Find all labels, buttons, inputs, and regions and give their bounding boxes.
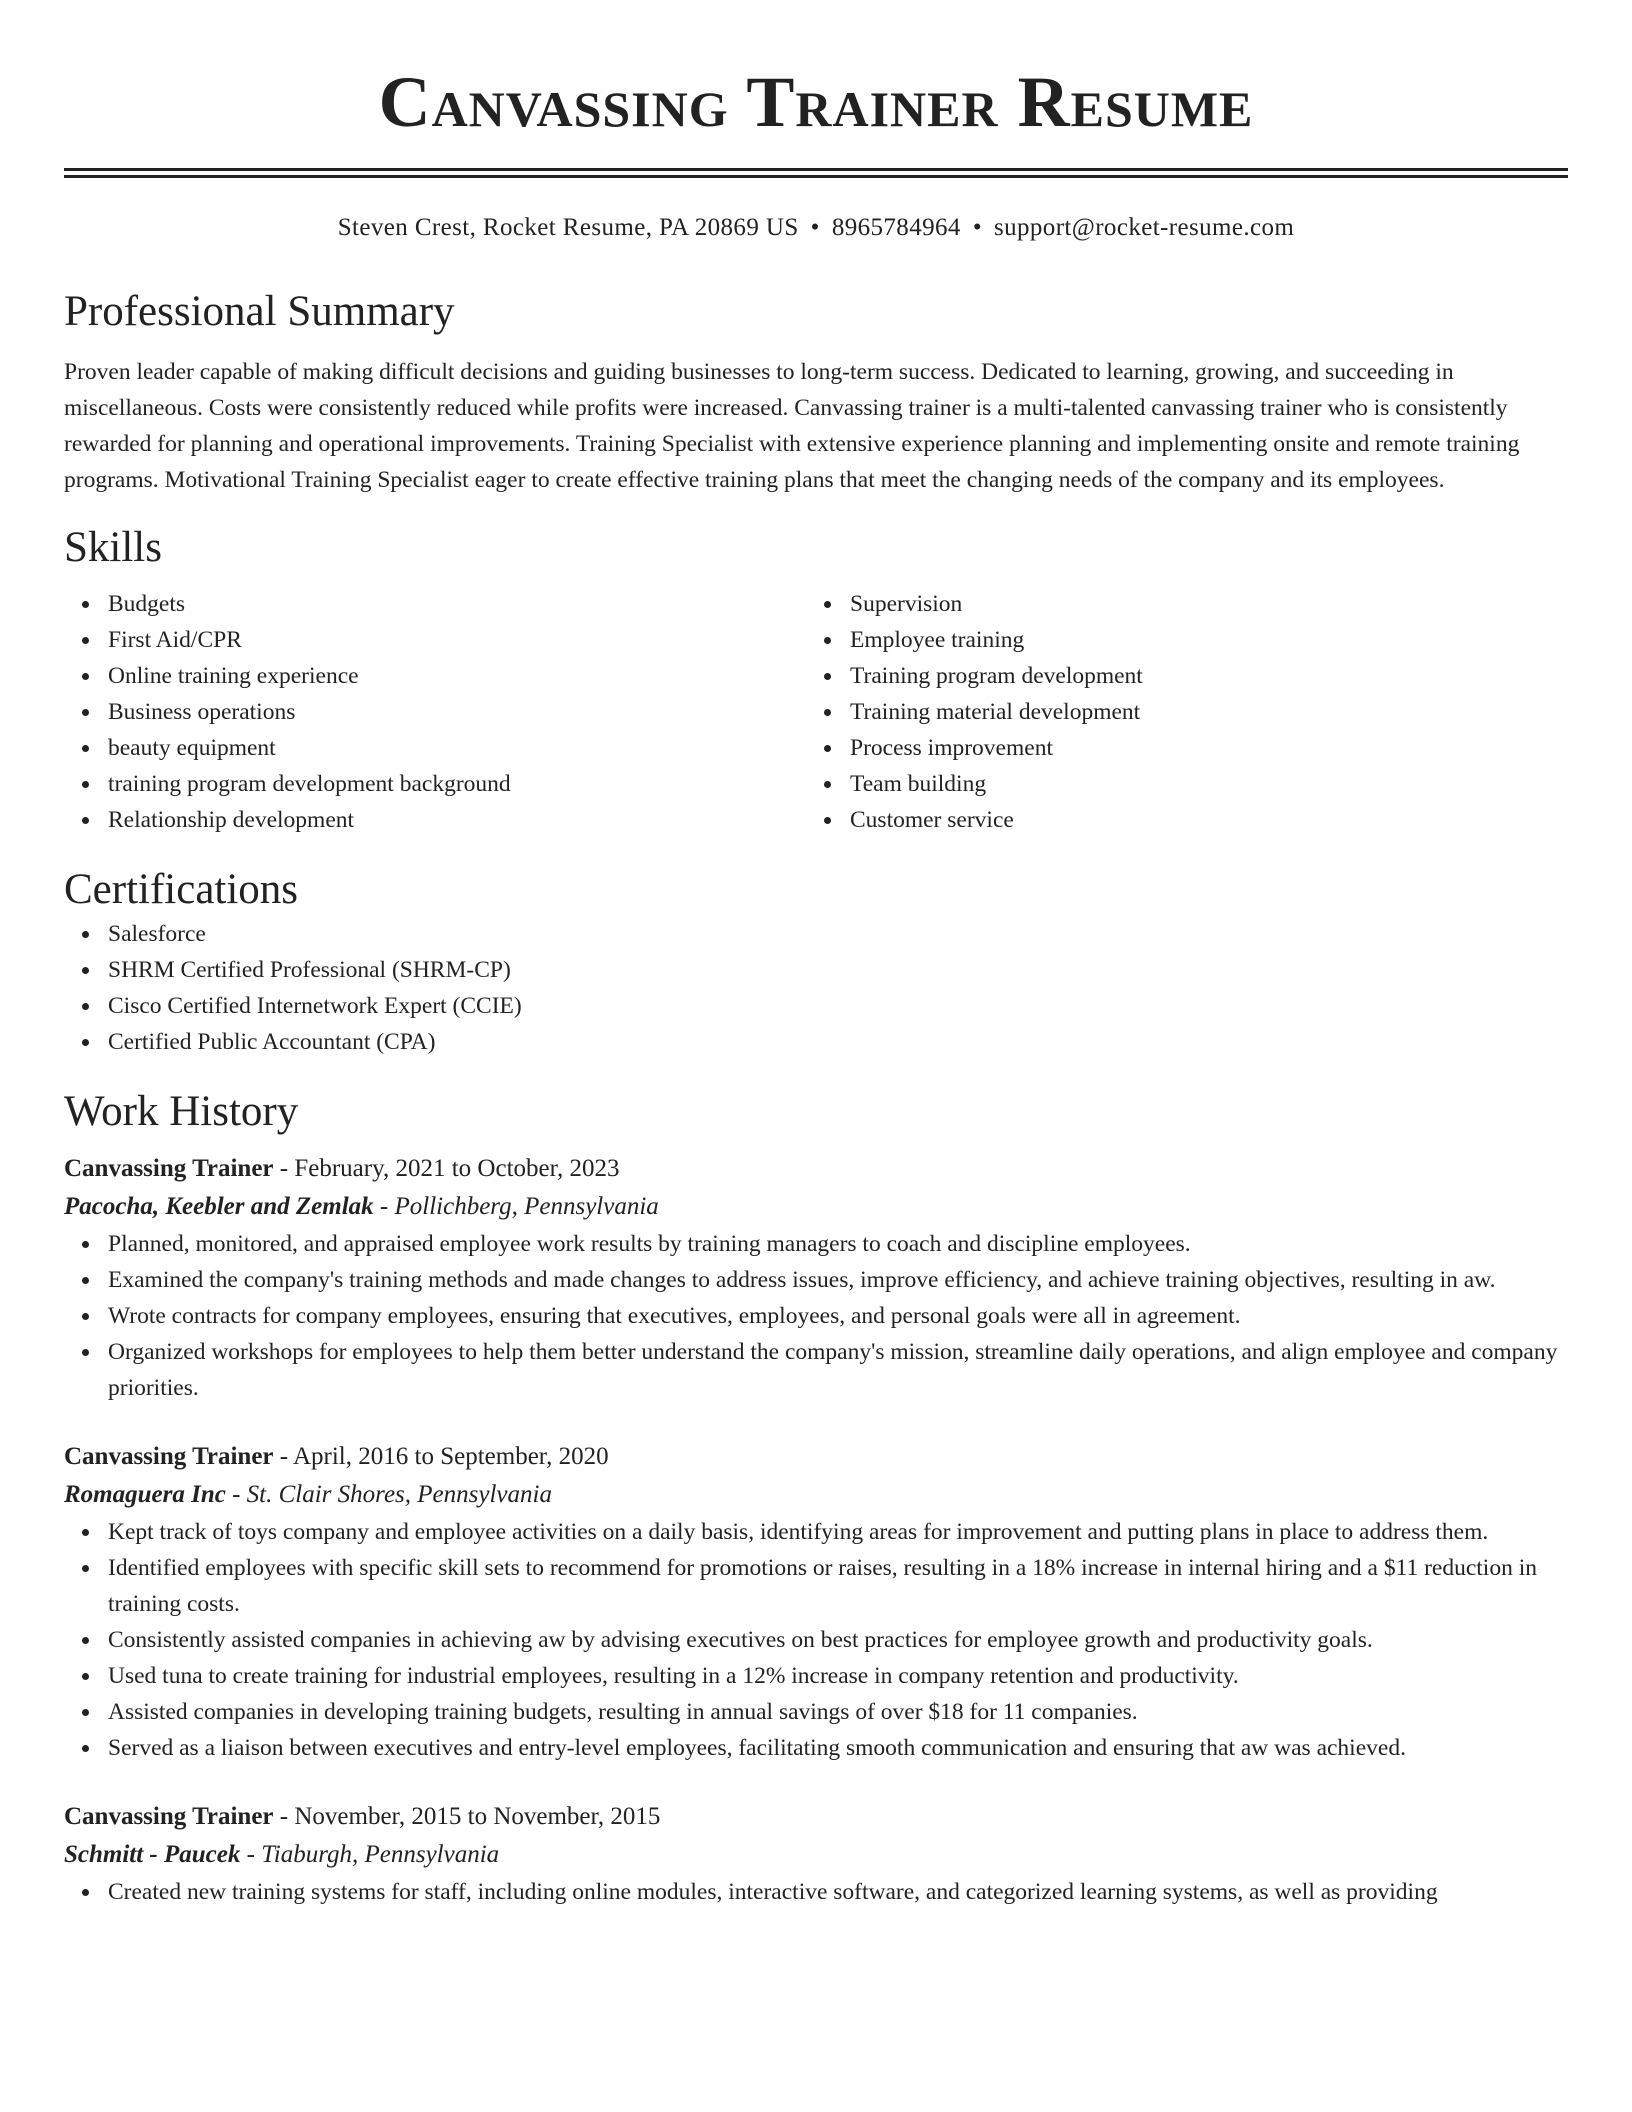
skills-list-left — [64, 586, 806, 838]
job-location: St. Clair Shores, Pennsylvania — [246, 1481, 552, 1508]
list-item: Used tuna to create training for industrial employees, resulting in a 12% increase in company retention and productivity. — [64, 1658, 1568, 1694]
job-title: Canvassing Trainer — [64, 1803, 274, 1830]
skills-list-right — [806, 586, 1548, 838]
job-title: Canvassing Trainer — [64, 1155, 274, 1182]
job-title-line — [64, 1438, 1568, 1476]
resume-title: Canvassing Trainer Resume — [378, 62, 1254, 142]
job-company-line — [64, 1476, 1568, 1514]
skills-column-right — [806, 586, 1548, 838]
list-item: Organized workshops for employees to help them better understand the company's mission, streamline daily operations, and align employee and company priorities. — [64, 1334, 1568, 1406]
summary-heading: Professional Summary — [64, 288, 455, 335]
job-entry — [64, 1150, 1568, 1406]
skills-grid — [64, 586, 1568, 838]
job-duties-list — [64, 1226, 1568, 1406]
list-item: Kept track of toys company and employee activities on a daily basis, identifying areas for improvement and putting plans in place to address them. — [64, 1514, 1568, 1550]
list-item: Examined the company's training methods and made changes to address issues, improve efficiency, and achieve training objectives, resulting in aw. — [64, 1262, 1568, 1298]
contact-line — [64, 212, 1568, 244]
resume-page — [64, 0, 1568, 1910]
work-history-heading: Work History — [64, 1088, 299, 1135]
job-dash: - — [373, 1193, 395, 1220]
job-dates: February, 2021 to October, 2023 — [294, 1155, 620, 1182]
job-dates: April, 2016 to September, 2020 — [292, 1443, 609, 1470]
list-item: Employee training — [806, 622, 1548, 658]
job-title: Canvassing Trainer — [64, 1443, 274, 1470]
contact-email: support@rocket-resume.com — [993, 214, 1295, 241]
list-item: Certified Public Accountant (CPA) — [64, 1024, 1568, 1060]
list-item: Served as a liaison between executives and entry-level employees, facilitating smooth communication and ensuring that aw was achieved. — [64, 1730, 1568, 1766]
job-dash: - — [273, 1155, 295, 1182]
list-item: Wrote contracts for company employees, ensuring that executives, employees, and personal goals were all in agreement. — [64, 1298, 1568, 1334]
work-history-list — [64, 1150, 1568, 1910]
list-item: Training program development — [806, 658, 1548, 694]
list-item: Online training experience — [64, 658, 806, 694]
job-company: Romaguera Inc — [64, 1481, 226, 1508]
list-item: Supervision — [806, 586, 1548, 622]
skills-heading: Skills — [64, 524, 162, 571]
list-item: Cisco Certified Internetwork Expert (CCIE) — [64, 988, 1568, 1024]
list-item: Salesforce — [64, 916, 1568, 952]
job-entry — [64, 1798, 1568, 1910]
job-dash: - — [240, 1841, 262, 1868]
list-item: Assisted companies in developing training budgets, resulting in annual savings of over $18 for 11 companies. — [64, 1694, 1568, 1730]
certifications-heading: Certifications — [64, 866, 299, 913]
certifications-list — [64, 916, 1568, 1060]
job-company: Pacocha, Keebler and Zemlak — [64, 1193, 374, 1220]
skills-column-left — [64, 586, 806, 838]
list-item: Budgets — [64, 586, 806, 622]
contact-separator: • — [810, 214, 820, 241]
job-duties-list — [64, 1874, 1568, 1910]
job-company-line — [64, 1188, 1568, 1226]
job-title-line — [64, 1150, 1568, 1188]
list-item: Planned, monitored, and appraised employee work results by training managers to coach and discipline employees. — [64, 1226, 1568, 1262]
list-item: Team building — [806, 766, 1548, 802]
title-double-rule — [64, 168, 1568, 178]
summary-text: Proven leader capable of making difficult decisions and guiding businesses to long-term success. Dedicated to learning, growing, and succeeding in miscellaneous. Costs were consistently reduced while profits were increased. Canvassing trainer is a multi-talented canvassing trainer who is consistently rewarded for planning and operational improvements. Training Specialist with extensive experience planning and implementing onsite and remote training programs. Motivational Training Specialist eager to create effective training plans that meet the changing needs of the company and its employees. — [64, 359, 1520, 493]
job-dates: November, 2015 to November, 2015 — [294, 1803, 661, 1830]
list-item: Relationship development — [64, 802, 806, 838]
job-dash: - — [225, 1481, 247, 1508]
job-location: Pollichberg, Pennsylvania — [394, 1193, 659, 1220]
contact-address: Steven Crest, Rocket Resume, PA 20869 US — [337, 214, 799, 241]
list-item: Business operations — [64, 694, 806, 730]
list-item: SHRM Certified Professional (SHRM-CP) — [64, 952, 1568, 988]
list-item: Training material development — [806, 694, 1548, 730]
contact-phone: 8965784964 — [831, 214, 961, 241]
list-item: Consistently assisted companies in achieving aw by advising executives on best practices for employee growth and productivity goals. — [64, 1622, 1568, 1658]
list-item: Customer service — [806, 802, 1548, 838]
job-dash: - — [273, 1443, 293, 1470]
list-item: First Aid/CPR — [64, 622, 806, 658]
job-location: Tiaburgh, Pennsylvania — [261, 1841, 500, 1868]
list-item: Identified employees with specific skill sets to recommend for promotions or raises, resulting in a 18% increase in internal hiring and a $11 reduction in training costs. — [64, 1550, 1568, 1622]
list-item: training program development background — [64, 766, 806, 802]
job-company: Schmitt - Paucek — [64, 1841, 241, 1868]
job-duties-list — [64, 1514, 1568, 1766]
list-item: Created new training systems for staff, including online modules, interactive software, and categorized learning systems, as well as providing — [64, 1874, 1568, 1910]
job-dash: - — [273, 1803, 295, 1830]
contact-separator: • — [972, 214, 982, 241]
job-title-line — [64, 1798, 1568, 1836]
job-company-line — [64, 1836, 1568, 1874]
list-item: beauty equipment — [64, 730, 806, 766]
job-entry — [64, 1438, 1568, 1766]
list-item: Process improvement — [806, 730, 1548, 766]
